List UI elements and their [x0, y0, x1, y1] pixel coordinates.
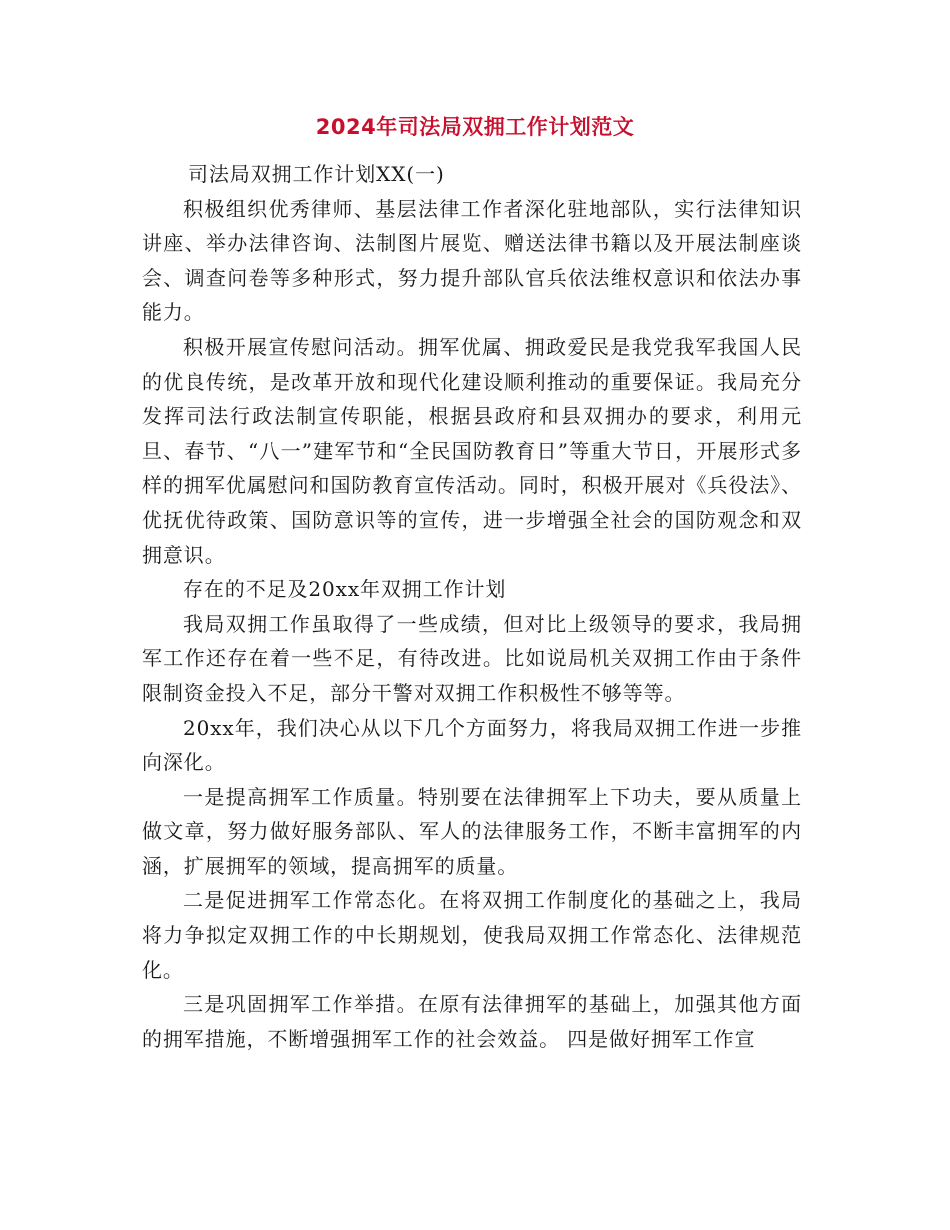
document-body: [142, 157, 802, 1056]
section-heading: 司法局双拥工作计划XX(一): [188, 162, 445, 186]
body-paragraph: 二是促进拥军工作常态化。在将双拥工作制度化的基础之上，我局将力争拟定双拥工作的中长期规划，使我局双拥工作常态化、法律规范化。: [142, 888, 802, 982]
body-paragraph: 我局双拥工作虽取得了一些成绩，但对比上级领导的要求，我局拥军工作还存在着一些不足，有待改进。比如说局机关双拥工作由于条件限制资金投入不足，部分干警对双拥工作积极性不够等等。: [142, 611, 802, 705]
section-heading: 存在的不足及20xx年双拥工作计划: [183, 577, 507, 602]
body-paragraph: 积极组织优秀律师、基层法律工作者深化驻地部队，实行法律知识讲座、举办法律咨询、法制图片展览、赠送法律书籍以及开展法制座谈会、调查问卷等多种形式，努力提升部队官兵依法维权意识和依法办事能力。: [142, 196, 802, 325]
body-paragraph: 三是巩固拥军工作举措。在原有法律拥军的基础上，加强其他方面的拥军措施，不断增强拥军工作的社会效益。 四是做好拥军工作宣: [142, 992, 802, 1051]
document-title: 2024年司法局双拥工作计划范文: [315, 115, 635, 139]
body-paragraph: 20xx年，我们决心从以下几个方面努力，将我局双拥工作进一步推向深化。: [142, 715, 802, 775]
body-paragraph: 积极开展宣传慰问活动。拥军优属、拥政爱民是我党我军我国人民的优良传统，是改革开放和现代化建设顺利推动的重要保证。我局充分发挥司法行政法制宣传职能，根据县政府和县双拥办的要求，利用元旦、春节、“八一”建军节和“全民国防教育日”等重大节日，开展形式多样的拥军优属慰问和国防教育宣传活动。同时，积极开展对《兵役法》、优抚优待政策、国防意识等的宣传，进一步增强全社会的国防观念和双拥意识。: [142, 334, 802, 567]
body-paragraph: 一是提高拥军工作质量。特别要在法律拥军上下功夫，要从质量上做文章，努力做好服务部队、军人的法律服务工作，不断丰富拥军的内涵，扩展拥军的领域，提高拥军的质量。: [142, 784, 802, 878]
